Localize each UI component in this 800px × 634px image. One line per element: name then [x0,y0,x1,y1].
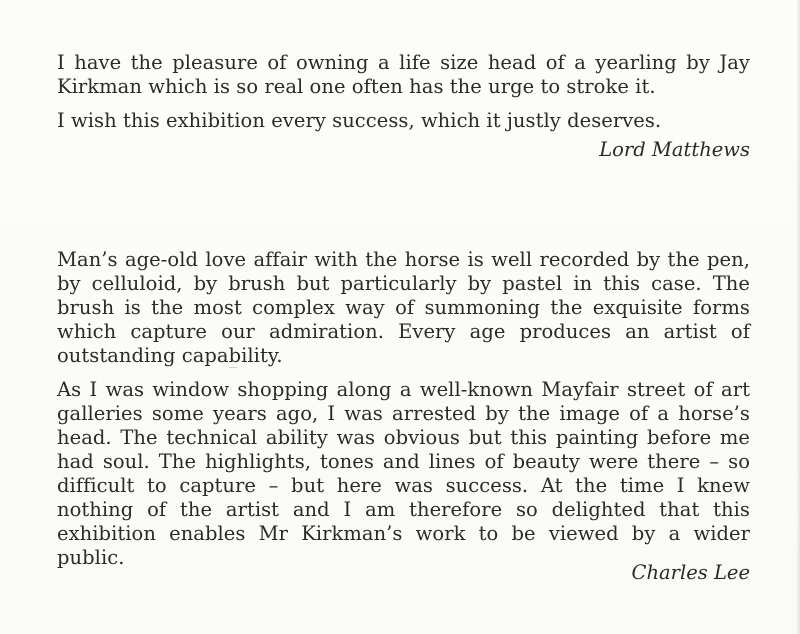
paragraph: Man’s age-old love affair with the horse is well recorded by the pen, by celluloid, by brush but particularly by pastel in this case. The brush is the most complex way of summoning the exquisite forms which capture our admiration. Every age produces an artist of outstanding capability. [57,248,750,367]
paper-speck [229,367,237,368]
paragraph: I wish this exhibition every success, which it justly deserves. [57,109,662,132]
signature-lord-matthews: Lord Matthews [599,138,750,161]
signature-charles-lee: Charles Lee [631,561,750,584]
page-edge-shadow [796,0,800,634]
paragraph: As I was window shopping along a well-known Mayfair street of art galleries some years ago, I was arrested by the image of a horse’s head. The technical ability was obvious but this painting before me had soul. The highlights, tones and lines of beauty were there – so difficult to capture – but here was success. At the time I knew nothing of the artist and I am therefore so delighted that this exhibition enables Mr Kirkman’s work to be viewed by a wider public. [57,378,750,569]
paragraph: I have the pleasure of owning a life size head of a yearling by Jay Kirkman which is so real one often has the urge to stroke it. [57,51,750,98]
tribute-charles-lee [57,248,750,570]
tribute-lord-matthews [57,51,750,133]
